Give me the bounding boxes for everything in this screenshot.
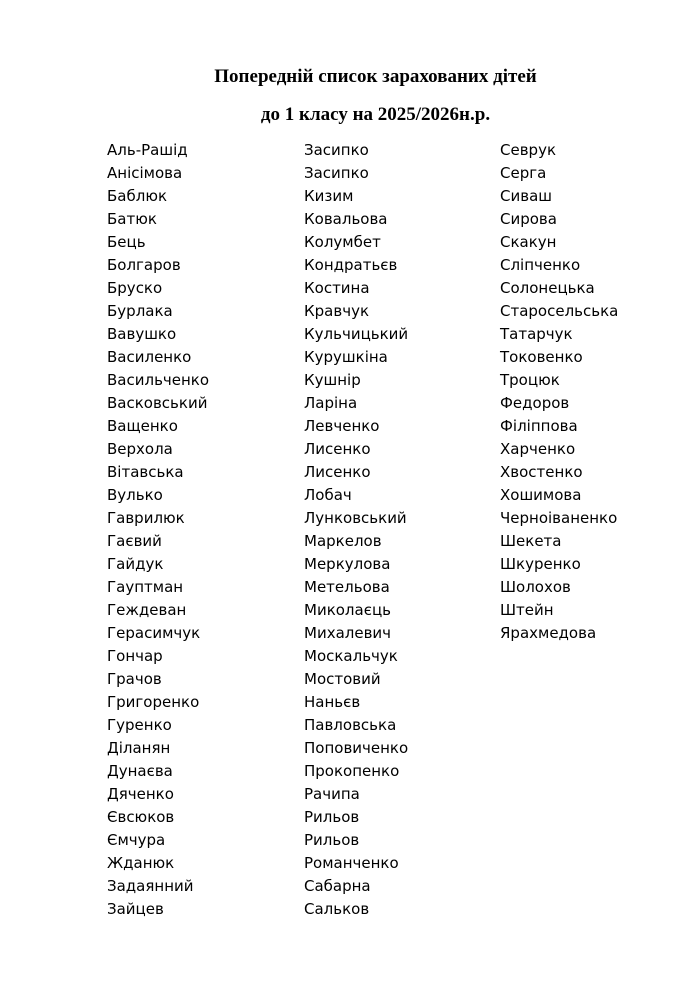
list-item: Мостовий (304, 670, 381, 688)
list-item: Верхола (107, 440, 173, 458)
list-item: Лунковський (304, 509, 407, 527)
list-item: Аль-Рашід (107, 141, 188, 159)
list-item: Кульчицький (304, 325, 409, 343)
list-item: Грачов (107, 670, 162, 688)
list-item: Лисенко (304, 440, 371, 458)
list-item: Кравчук (304, 302, 370, 320)
list-item: Сліпченко (500, 256, 581, 274)
list-item: Старосельська (500, 302, 619, 320)
list-item: Кондратьєв (304, 256, 398, 274)
list-item: Сабарна (304, 877, 371, 895)
list-item: Баблюк (107, 187, 168, 205)
document-title-line-2: до 1 класу на 2025/2026н.р. (260, 104, 491, 125)
list-item: Євсюков (107, 808, 175, 826)
list-item: Васильченко (107, 371, 210, 389)
list-item: Поповиченко (304, 739, 409, 757)
names-column-3 (500, 139, 618, 645)
list-item: Павловська (304, 716, 397, 734)
list-item: Вулько (107, 486, 163, 504)
list-item: Курушкіна (304, 348, 388, 366)
list-item: Лисенко (304, 463, 371, 481)
list-item: Наньєв (304, 693, 361, 711)
list-item: Гончар (107, 647, 163, 665)
list-item: Хвостенко (500, 463, 583, 481)
list-item: Кизим (304, 187, 354, 205)
list-item: Філіппова (500, 417, 578, 435)
list-item: Васковський (107, 394, 208, 412)
list-item: Василенко (107, 348, 192, 366)
list-item: Миколаєць (304, 601, 391, 619)
list-item: Задаянний (107, 877, 194, 895)
list-item: Ващенко (107, 417, 178, 435)
list-item: Федоров (500, 394, 570, 412)
list-item: Вавушко (107, 325, 177, 343)
list-item: Серга (500, 164, 547, 182)
list-item: Болгаров (107, 256, 181, 274)
list-item: Гауптман (107, 578, 184, 596)
document-title-line-1: Попередній список зарахованих дітей (214, 66, 537, 87)
list-item: Шкуренко (500, 555, 581, 573)
list-item: Герасимчук (107, 624, 201, 642)
list-item: Сальков (304, 900, 370, 918)
list-item: Ярахмедова (500, 624, 597, 642)
list-item: Солонецька (500, 279, 595, 297)
list-item: Гаврилюк (107, 509, 185, 527)
list-item: Бурлака (107, 302, 173, 320)
list-item: Скакун (500, 233, 557, 251)
list-item: Ємчура (107, 831, 166, 849)
list-item: Григоренко (107, 693, 200, 711)
list-item: Гаєвий (107, 532, 162, 550)
list-item: Гуренко (107, 716, 172, 734)
list-item: Шекета (500, 532, 562, 550)
list-item: Колумбет (304, 233, 381, 251)
list-item: Татарчук (500, 325, 573, 343)
list-item: Гайдук (107, 555, 164, 573)
list-item: Дунаєва (107, 762, 173, 780)
list-item: Бруско (107, 279, 163, 297)
names-column-2 (304, 139, 408, 921)
names-column-1 (107, 139, 209, 921)
list-item: Штейн (500, 601, 554, 619)
list-item: Маркелов (304, 532, 382, 550)
list-item: Черноіваненко (500, 509, 618, 527)
list-item: Шолохов (500, 578, 571, 596)
list-item: Діланян (107, 739, 171, 757)
list-item: Лобач (304, 486, 352, 504)
list-item: Харченко (500, 440, 576, 458)
list-item: Вітавська (107, 463, 184, 481)
list-item: Троцюк (500, 371, 560, 389)
list-item: Хошимова (500, 486, 582, 504)
list-item: Михалевич (304, 624, 392, 642)
list-item: Бець (107, 233, 146, 251)
list-item: Метельова (304, 578, 390, 596)
list-item: Левченко (304, 417, 380, 435)
list-item: Москальчук (304, 647, 398, 665)
list-item: Рильов (304, 831, 360, 849)
list-item: Прокопенко (304, 762, 400, 780)
list-item: Засипко (304, 141, 369, 159)
list-item: Токовенко (500, 348, 583, 366)
list-item: Рачипа (304, 785, 360, 803)
list-item: Меркулова (304, 555, 391, 573)
list-item: Сирова (500, 210, 557, 228)
list-item: Сиваш (500, 187, 552, 205)
list-item: Жданюк (107, 854, 175, 872)
list-item: Ларіна (304, 394, 358, 412)
list-item: Засипко (304, 164, 369, 182)
list-item: Костина (304, 279, 370, 297)
list-item: Геждеван (107, 601, 187, 619)
list-item: Дяченко (107, 785, 174, 803)
list-item: Анісімова (107, 164, 183, 182)
list-item: Кушнір (304, 371, 361, 389)
list-item: Рильов (304, 808, 360, 826)
list-item: Ковальова (304, 210, 388, 228)
list-item: Зайцев (107, 900, 164, 918)
list-item: Севрук (500, 141, 557, 159)
list-item: Романченко (304, 854, 399, 872)
list-item: Батюк (107, 210, 157, 228)
